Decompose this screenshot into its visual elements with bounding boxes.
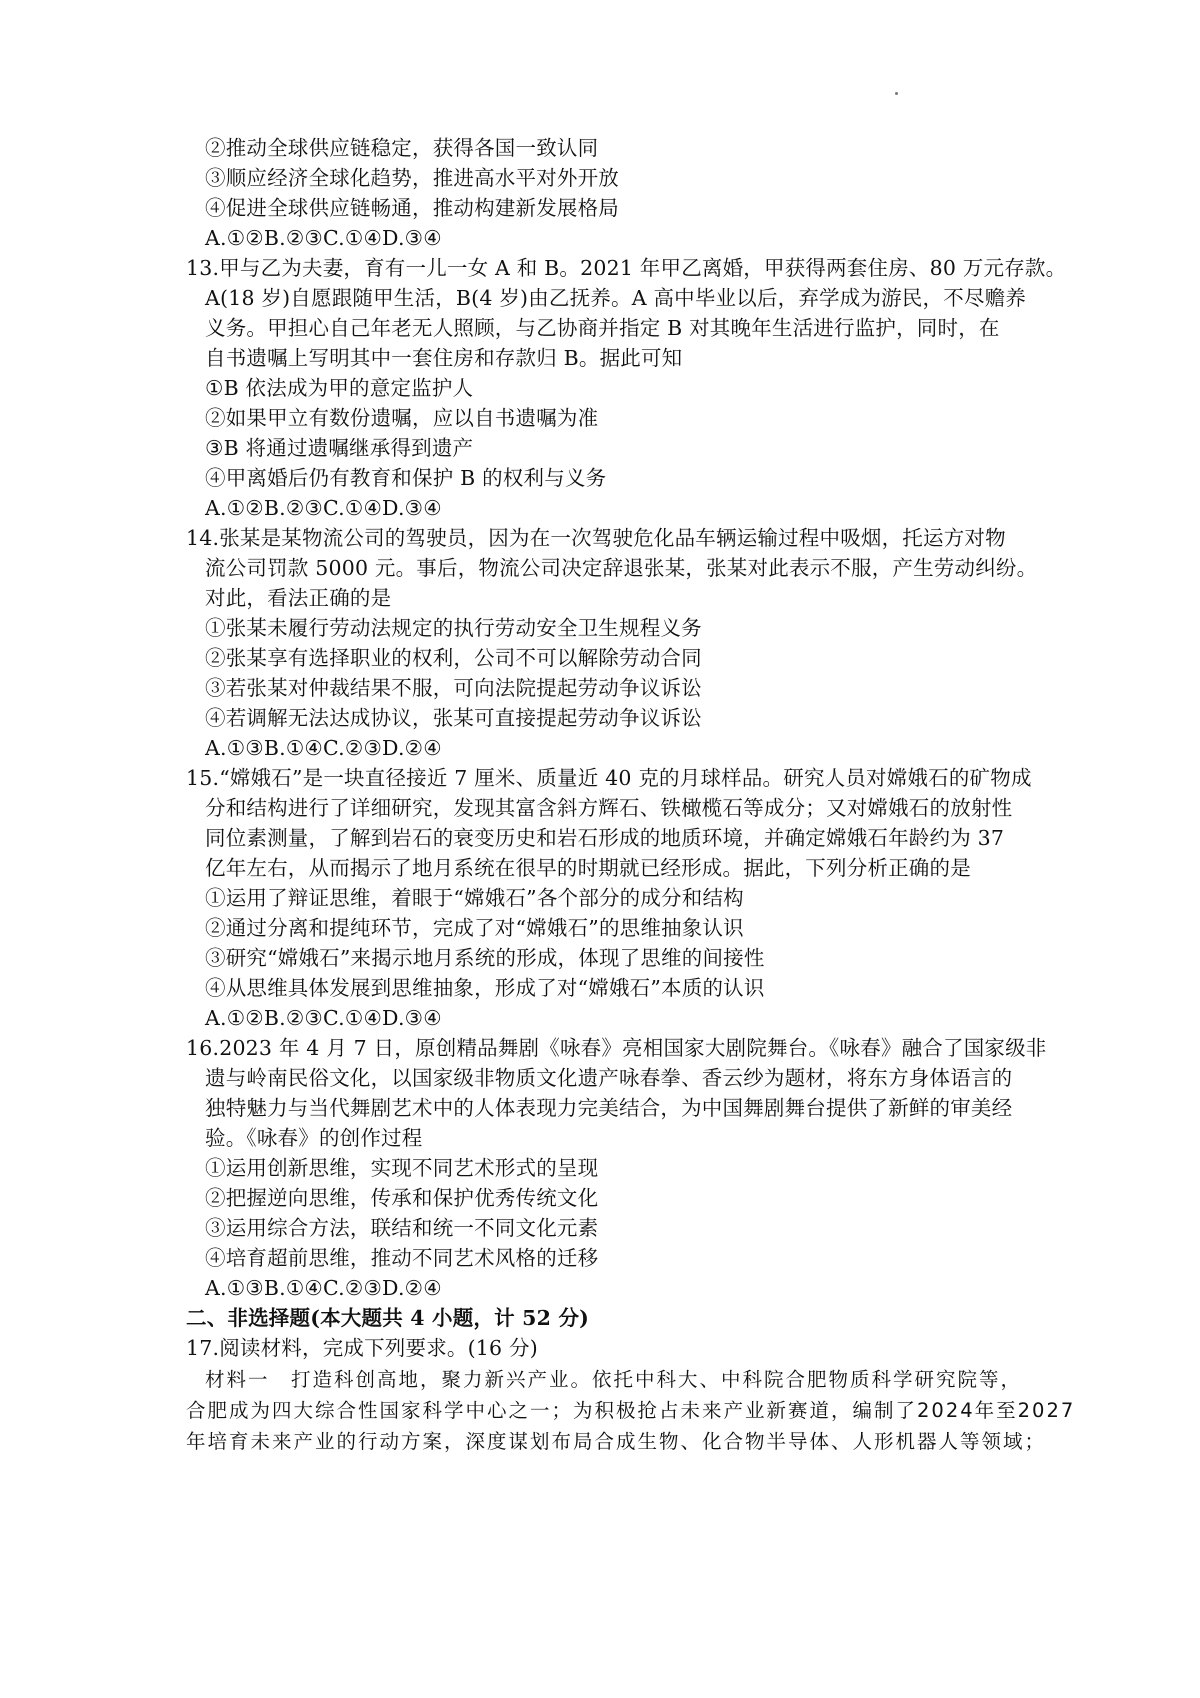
q17-material-line: 年培育未来产业的行动方案，深度谋划布局合成生物、化合物半导体、人形机器人等领域； [186, 1430, 1047, 1453]
q13-answer-choices: A.①②B.②③C.①④D.③④ [205, 496, 442, 520]
section-2-heading: 二、非选择题(本大题共 4 小题，计 52 分) [186, 1306, 590, 1330]
q15-option-4: ④从思维具体发展到思维抽象，形成了对“嫦娥石”本质的认识 [205, 976, 765, 1000]
q12-option-3: ③顺应经济全球化趋势，推进高水平对外开放 [205, 166, 619, 190]
q13-stem-line: 义务。甲担心自己年老无人照顾，与乙协商并指定 B 对其晚年生活进行监护，同时，在 [205, 316, 1000, 340]
q14-option-3: ③若张某对仲裁结果不服，可向法院提起劳动争议诉讼 [205, 676, 702, 700]
q15-option-2: ②通过分离和提纯环节，完成了对“嫦娥石”的思维抽象认识 [205, 916, 744, 940]
q15-stem-line: 15.“嫦娥石”是一块直径接近 7 厘米、质量近 40 克的月球样品。研究人员对嫦娥石的矿物成 [186, 766, 1032, 790]
q12-option-2: ②推动全球供应链稳定，获得各国一致认同 [205, 136, 599, 160]
q14-option-2: ②张某享有选择职业的权利，公司不可以解除劳动合同 [205, 646, 702, 670]
q16-stem-line: 16.2023 年 4 月 7 日，原创精品舞剧《咏春》亮相国家大剧院舞台。《咏春》融合了国家级非 [186, 1036, 1047, 1060]
q17-stem: 17.阅读材料，完成下列要求。(16 分) [186, 1336, 538, 1360]
q14-answer-choices: A.①③B.①④C.②③D.②④ [205, 736, 442, 760]
q16-stem-line: 独特魅力与当代舞剧艺术中的人体表现力完美结合，为中国舞剧舞台提供了新鲜的审美经 [205, 1096, 1013, 1120]
q14-stem-line: 对此，看法正确的是 [205, 586, 392, 610]
q16-stem-line: 验。《咏春》的创作过程 [205, 1126, 423, 1150]
q14-option-4: ④若调解无法达成协议，张某可直接提起劳动争议诉讼 [205, 706, 702, 730]
q16-option-4: ④培育超前思维，推动不同艺术风格的迁移 [205, 1246, 599, 1270]
q12-option-4: ④促进全球供应链畅通，推动构建新发展格局 [205, 196, 619, 220]
q14-stem-line: 流公司罚款 5000 元。事后，物流公司决定辞退张某，张某对此表示不服，产生劳动纠纷。 [205, 556, 1038, 580]
q15-stem-line: 同位素测量，了解到岩石的衰变历史和岩石形成的地质环境，并确定嫦娥石年龄约为 37 [205, 826, 1005, 850]
q15-option-1: ①运用了辩证思维，着眼于“嫦娥石”各个部分的成分和结构 [205, 886, 744, 910]
q16-option-3: ③运用综合方法，联结和统一不同文化元素 [205, 1216, 599, 1240]
q13-option-2: ②如果甲立有数份遗嘱，应以自书遗嘱为准 [205, 406, 599, 430]
q14-option-1: ①张某未履行劳动法规定的执行劳动安全卫生规程义务 [205, 616, 702, 640]
q13-stem-line: 13.甲与乙为夫妻，育有一儿一女 A 和 B。2021 年甲乙离婚，甲获得两套住房、80 万元存款。 [186, 256, 1067, 280]
q16-option-1: ①运用创新思维，实现不同艺术形式的呈现 [205, 1156, 599, 1180]
q16-option-2: ②把握逆向思维，传承和保护优秀传统文化 [205, 1186, 599, 1210]
q15-option-3: ③研究“嫦娥石”来揭示地月系统的形成，体现了思维的间接性 [205, 946, 765, 970]
q15-stem-line: 分和结构进行了详细研究，发现其富含斜方辉石、铁橄榄石等成分；又对嫦娥石的放射性 [205, 796, 1013, 820]
q13-option-1: ①B 依法成为甲的意定监护人 [205, 376, 474, 400]
q17-material-line: 合肥成为四大综合性国家科学中心之一；为积极抢占未来产业新赛道，编制了2024年至2027 [186, 1399, 1076, 1422]
q15-answer-choices: A.①②B.②③C.①④D.③④ [205, 1006, 442, 1030]
q12-answer-choices: A.①②B.②③C.①④D.③④ [205, 226, 442, 250]
scan-speck [895, 92, 898, 95]
q13-option-4: ④甲离婚后仍有教育和保护 B 的权利与义务 [205, 466, 607, 490]
q14-stem-line: 14.张某是某物流公司的驾驶员，因为在一次驾驶危化品车辆运输过程中吸烟，托运方对物 [186, 526, 1006, 550]
q17-material-line: 材料一 打造科创高地，聚力新兴产业。依托中科大、中科院合肥物质科学研究院等， [205, 1368, 1023, 1391]
q13-stem-line: 自书遗嘱上写明其中一套住房和存款归 B。据此可知 [205, 346, 683, 370]
q16-stem-line: 遗与岭南民俗文化，以国家级非物质文化遗产咏春拳、香云纱为题材，将东方身体语言的 [205, 1066, 1013, 1090]
q13-option-3: ③B 将通过遗嘱继承得到遗产 [205, 436, 474, 460]
q16-answer-choices: A.①③B.①④C.②③D.②④ [205, 1276, 442, 1300]
q13-stem-line: A(18 岁)自愿跟随甲生活，B(4 岁)由乙抚养。A 高中毕业以后，弃学成为游民，不尽赡养 [205, 286, 1027, 310]
q15-stem-line: 亿年左右，从而揭示了地月系统在很早的时期就已经形成。据此，下列分析正确的是 [205, 856, 971, 880]
